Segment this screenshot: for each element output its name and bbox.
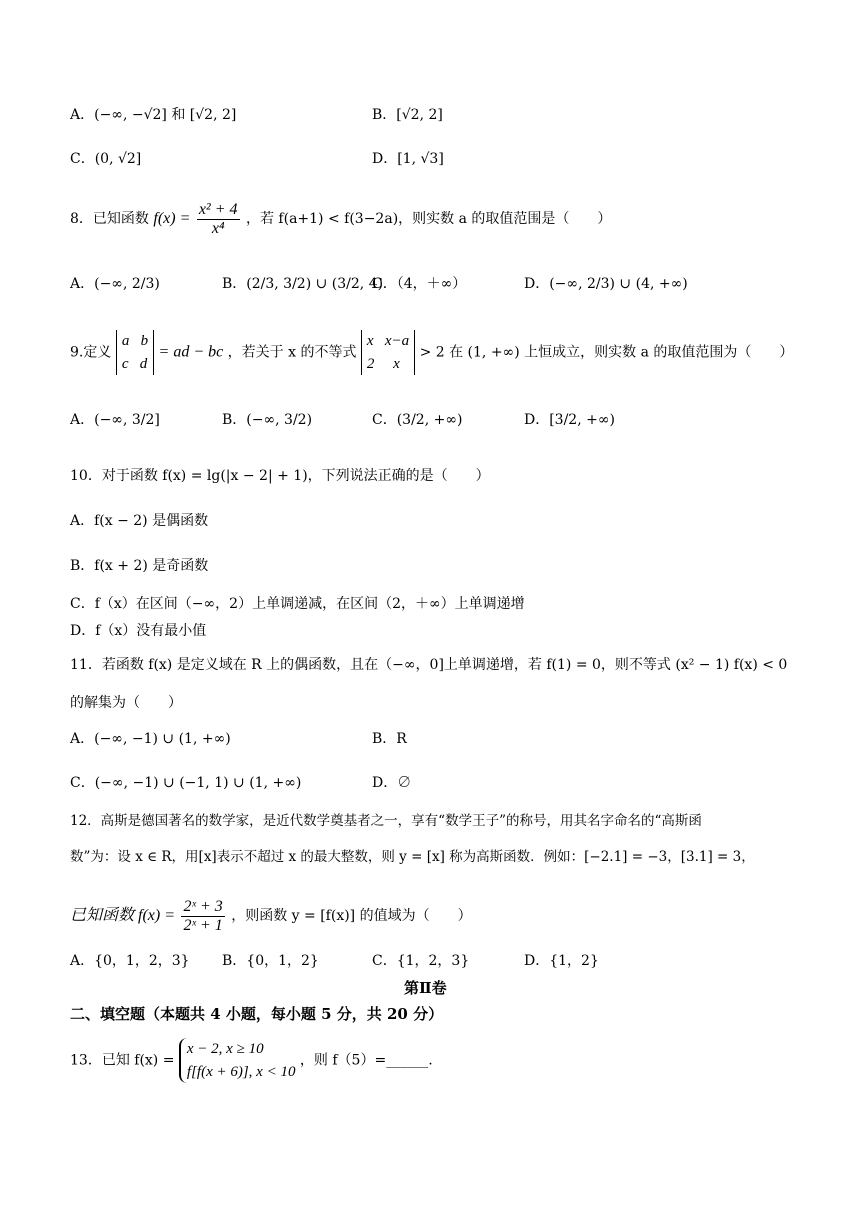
q7-option-c: C．(0, √2] bbox=[70, 151, 142, 167]
q12-frac-num: 2ˣ + 3 bbox=[183, 898, 223, 915]
q11-option-a: A．(−∞, −1) ∪ (1, +∞) bbox=[70, 731, 231, 747]
question-8-stem bbox=[70, 201, 611, 237]
q10-option-d: D．f（x）没有最小值 bbox=[70, 623, 207, 639]
q8-option-a: A．(−∞, 2/3) bbox=[70, 276, 160, 292]
q11-option-c: C．(−∞, −1) ∪ (−1, 1) ∪ (1, +∞) bbox=[70, 775, 302, 791]
question-12-line3 bbox=[70, 898, 472, 934]
q12-option-d: D．{1，2} bbox=[524, 953, 599, 969]
q10-option-c: C．f（x）在区间（−∞，2）上单调递减，在区间（2，＋∞）上单调递增 bbox=[70, 596, 525, 612]
q7-option-b: B．[√2, 2] bbox=[372, 107, 443, 123]
q8-option-d: D．(−∞, 2/3) ∪ (4, +∞) bbox=[524, 276, 688, 292]
q12-option-a: A．{0，1，2，3} bbox=[70, 953, 190, 969]
q7-option-a: A．(−∞, −√2] 和 [√2, 2] bbox=[70, 107, 237, 123]
question-13-stem bbox=[70, 1038, 433, 1083]
q13-piecewise bbox=[179, 1038, 296, 1083]
q9-option-b: B．(−∞, 3/2) bbox=[222, 412, 313, 428]
section-2-title: 二、填空题（本题共 4 小题，每小题 5 分，共 20 分） bbox=[70, 1005, 444, 1023]
q9-determinant-def: a b c d bbox=[116, 330, 154, 375]
q12-option-b: B．{0，1，2} bbox=[222, 953, 319, 969]
q11-option-b: B．R bbox=[372, 731, 407, 747]
q9-option-d: D．[3/2, +∞) bbox=[524, 412, 615, 428]
question-10-stem: 10．对于函数 f(x) = lg(|x − 2| + 1)，下列说法正确的是（ ） bbox=[70, 468, 490, 484]
q9-determinant-ineq: x x−a 2 x bbox=[361, 330, 415, 375]
q10-option-b: B．f(x + 2) 是奇函数 bbox=[70, 558, 209, 574]
question-12-line2: 数”为：设 x ∈ R，用[x]表示不超过 x 的最大整数，则 y = [x] 称为高斯函数．例如：[−2.1] = −3，[3.1] = 3， bbox=[70, 849, 755, 865]
q12-line3-prefix: 已知函数 f(x) = bbox=[70, 907, 176, 925]
q13-suffix: ，则 f（5）=______. bbox=[299, 1052, 433, 1069]
q10-option-a: A．f(x − 2) 是偶函数 bbox=[70, 513, 209, 529]
q8-frac-den: x⁴ bbox=[211, 219, 225, 237]
q12-option-c: C．{1，2，3} bbox=[372, 953, 470, 969]
q9-option-c: C．(3/2, +∞) bbox=[372, 412, 463, 428]
q9-option-a: A．(−∞, 3/2] bbox=[70, 412, 160, 428]
q8-fraction bbox=[197, 201, 240, 237]
q9-def-eq: = ad − bc bbox=[158, 343, 224, 361]
q9-prefix: 9.定义 bbox=[70, 344, 112, 361]
q8-option-b: B．(2/3, 3/2) ∪ (3/2, 4) bbox=[222, 276, 384, 292]
question-11-stem-line1: 11．若函数 f(x) 是定义域在 R 上的偶函数，且在（−∞，0]上单调递增，若 f(1) = 0，则不等式 (x² − 1) f(x) < 0 bbox=[70, 657, 788, 673]
q8-prefix: 8．已知函数 bbox=[70, 211, 149, 228]
q8-mid: ，若 f(a+1) < f(3−2a)，则实数 a 的取值范围是（ ） bbox=[245, 211, 612, 228]
q8-option-c: C．（4，＋∞） bbox=[372, 276, 467, 292]
part-2-title: 第Ⅱ卷 bbox=[404, 979, 447, 997]
question-12-line1: 12．高斯是德国著名的数学家，是近代数学奠基者之一，享有“数学王子”的称号，用其名字命名的“高斯函 bbox=[70, 813, 702, 829]
question-11-stem-line2: 的解集为（ ） bbox=[70, 695, 182, 711]
q13-prefix: 13．已知 f(x) = bbox=[70, 1052, 175, 1069]
q13-case-2: f[f(x + 6)], x < 10 bbox=[186, 1063, 296, 1080]
q12-line3-suffix: ，则函数 y = [f(x)] 的值域为（ ） bbox=[231, 908, 472, 925]
q9-mid2: > 2 在 (1, +∞) 上恒成立，则实数 a 的取值范围为（ ） bbox=[419, 344, 794, 361]
q7-option-d: D．[1, √3] bbox=[372, 151, 444, 167]
question-9-stem bbox=[70, 330, 793, 375]
q13-case-1: x − 2, x ≥ 10 bbox=[186, 1041, 264, 1057]
q12-frac-den: 2ˣ + 1 bbox=[183, 916, 223, 934]
q8-func-lhs: f(x) = bbox=[153, 210, 191, 228]
q12-fraction bbox=[181, 898, 224, 934]
q11-option-d: D．∅ bbox=[372, 775, 412, 791]
q8-frac-num: x² + 4 bbox=[198, 201, 238, 218]
q9-mid1: ，若关于 x 的不等式 bbox=[227, 344, 357, 361]
